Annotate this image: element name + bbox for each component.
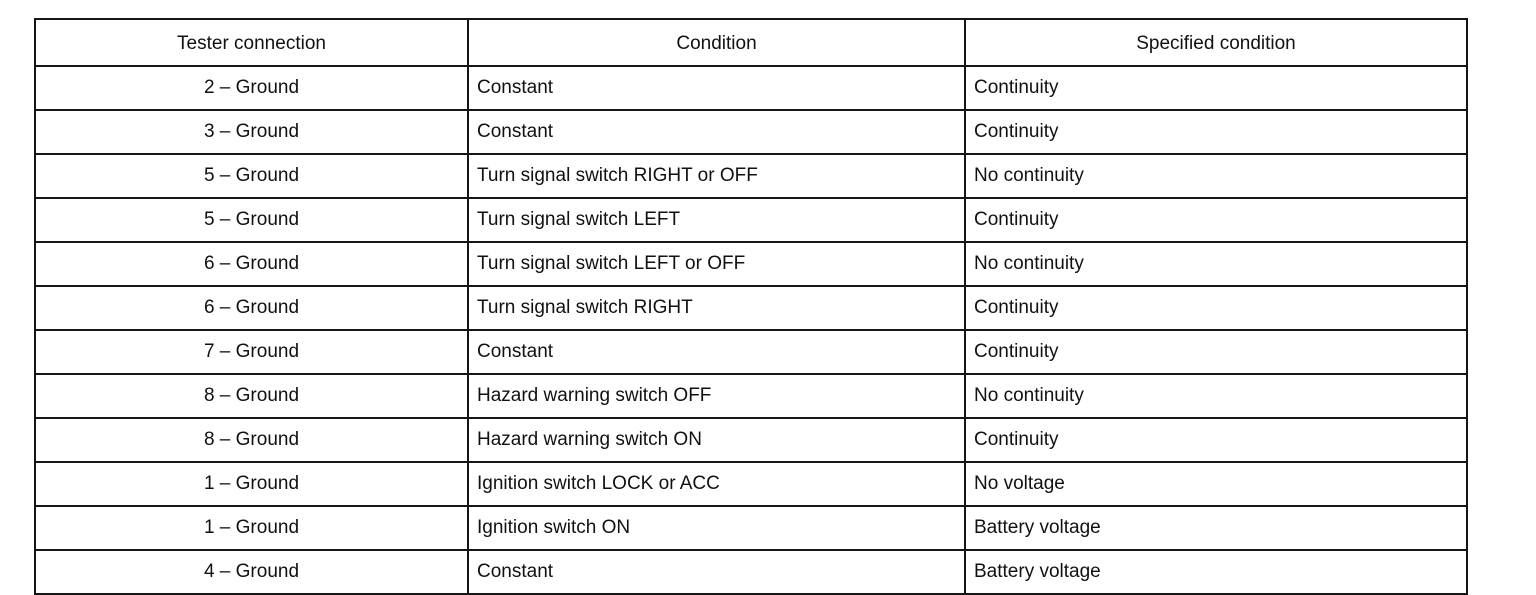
table-row [35,550,1467,594]
table-row [35,66,1467,110]
cell-specified-condition: Continuity [965,66,1467,110]
cell-specified-condition: Continuity [965,330,1467,374]
table-row [35,110,1467,154]
cell-tester-connection: 7 – Ground [35,330,468,374]
cell-specified-condition: Continuity [965,198,1467,242]
table-row [35,462,1467,506]
cell-condition: Constant [468,110,965,154]
cell-condition: Ignition switch LOCK or ACC [468,462,965,506]
cell-condition: Constant [468,550,965,594]
cell-tester-connection: 1 – Ground [35,462,468,506]
cell-tester-connection: 5 – Ground [35,154,468,198]
table-row [35,198,1467,242]
cell-specified-condition: No continuity [965,374,1467,418]
cell-condition: Hazard warning switch ON [468,418,965,462]
header-specified-condition: Specified condition [965,19,1467,66]
cell-condition: Turn signal switch RIGHT [468,286,965,330]
table-row [35,154,1467,198]
header-row [35,19,1467,66]
cell-specified-condition: No voltage [965,462,1467,506]
header-tester-connection: Tester connection [35,19,468,66]
cell-tester-connection: 2 – Ground [35,66,468,110]
table-row [35,418,1467,462]
cell-specified-condition: Battery voltage [965,506,1467,550]
cell-tester-connection: 5 – Ground [35,198,468,242]
cell-condition: Constant [468,66,965,110]
cell-condition: Ignition switch ON [468,506,965,550]
cell-tester-connection: 8 – Ground [35,418,468,462]
cell-tester-connection: 3 – Ground [35,110,468,154]
cell-specified-condition: No continuity [965,154,1467,198]
tester-connection-table [34,18,1468,595]
cell-tester-connection: 6 – Ground [35,242,468,286]
cell-tester-connection: 6 – Ground [35,286,468,330]
cell-condition: Turn signal switch LEFT or OFF [468,242,965,286]
cell-condition: Turn signal switch RIGHT or OFF [468,154,965,198]
table-body [35,66,1467,594]
table-row [35,330,1467,374]
cell-condition: Hazard warning switch OFF [468,374,965,418]
cell-condition: Constant [468,330,965,374]
cell-specified-condition: Continuity [965,286,1467,330]
table-header [35,19,1467,66]
cell-tester-connection: 8 – Ground [35,374,468,418]
spec-table-container [34,18,1466,582]
cell-tester-connection: 1 – Ground [35,506,468,550]
table-row [35,286,1467,330]
table-row [35,242,1467,286]
cell-condition: Turn signal switch LEFT [468,198,965,242]
table-row [35,374,1467,418]
header-condition: Condition [468,19,965,66]
cell-specified-condition: Battery voltage [965,550,1467,594]
cell-specified-condition: No continuity [965,242,1467,286]
table-row [35,506,1467,550]
cell-specified-condition: Continuity [965,418,1467,462]
cell-specified-condition: Continuity [965,110,1467,154]
cell-tester-connection: 4 – Ground [35,550,468,594]
